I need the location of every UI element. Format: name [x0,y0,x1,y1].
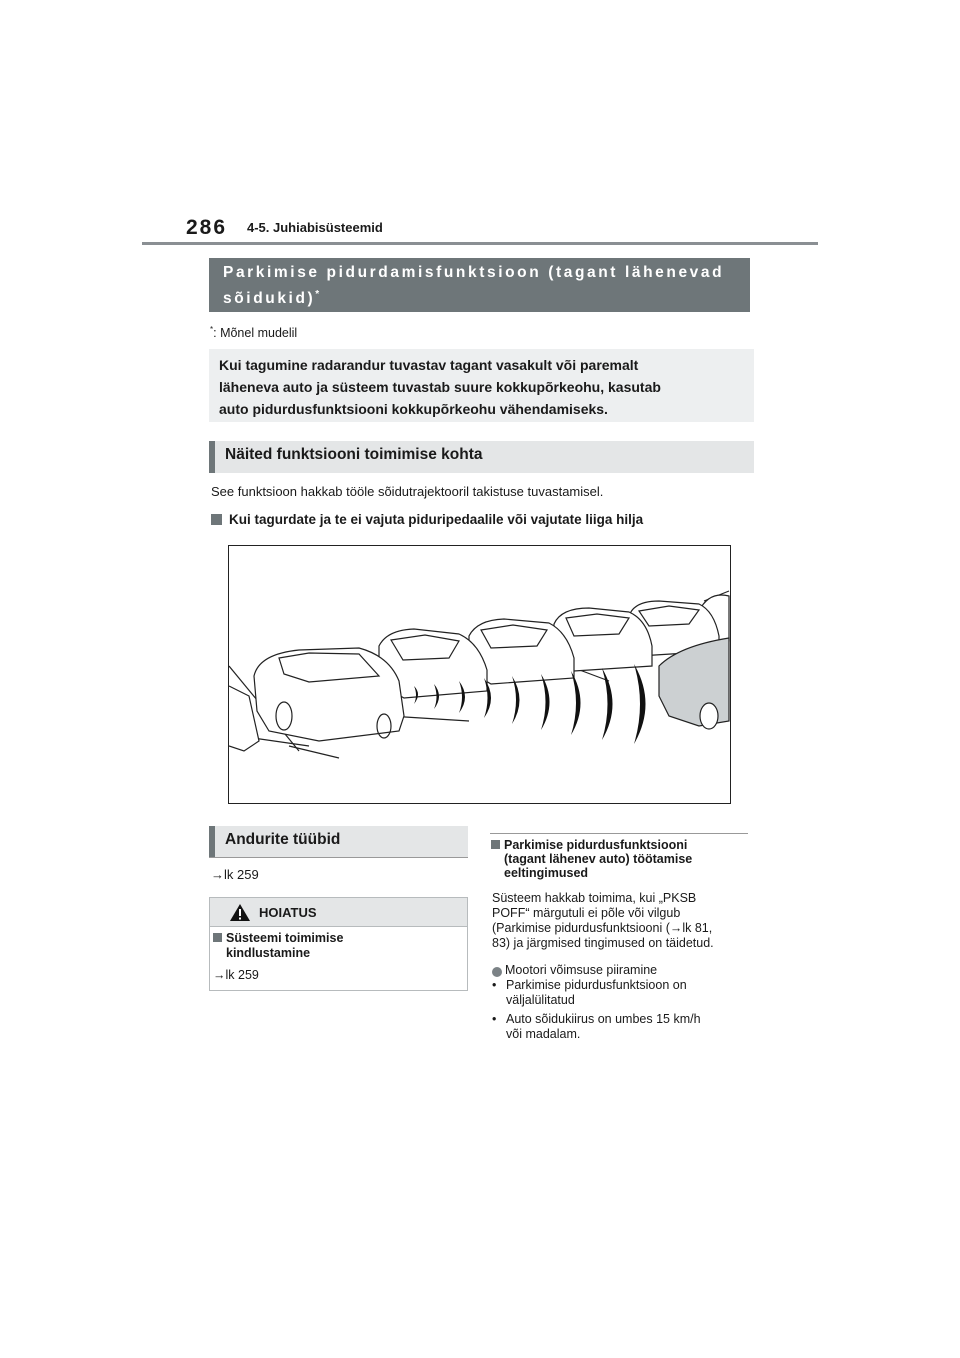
square-bullet-icon [211,514,222,525]
list-item [492,978,742,1008]
parking-scene-drawing [229,546,730,803]
sensor-heading-rule [209,857,468,858]
warning-page-reference[interactable]: →lk 259 [213,968,259,982]
bullet-icon: • [492,1012,497,1026]
circle-bullet-icon [492,967,502,977]
conditions-body-line: Süsteem hakkab toimima, kui „PKSB [492,891,697,905]
examples-heading: Näited funktsiooni toimimise kohta [209,441,754,473]
list-item-line1: Auto sõidukiirus on umbes 15 km/h [506,1012,701,1026]
warning-box [209,897,468,991]
bullet-icon: • [492,978,497,992]
main-heading [209,258,750,312]
warning-title-bar [210,898,467,927]
examples-description: See funktsioon hakkab tööle sõidutrajektooril takistuse tuvastamisel. [211,484,604,499]
warning-item-line2: kindlustamine [226,946,311,960]
intro-box [209,349,754,422]
main-heading-mark: * [315,289,322,300]
sensor-page-reference[interactable]: →lk 259 [211,867,259,882]
warning-triangle-icon [229,903,251,922]
intro-line: auto pidurdusfunktsiooni kokkupõrkeohu vähendamiseks. [219,401,608,417]
conditions-body-line: 83) ja järgmised tingimused on täidetud. [492,936,714,950]
header-rule [142,242,818,245]
main-heading-line1: Parkimise pidurdamisfunktsioon (tagant lähenevad [223,264,725,281]
conditions-body-line: (Parkimise pidurdusfunktsiooni (→lk 81, [492,921,713,935]
list-item-line1: Parkimise pidurdusfunktsioon on [506,978,687,992]
conditions-heading-line: eeltingimused [504,866,589,880]
footnote-mark: * [210,325,214,334]
parking-illustration [228,545,731,804]
scenario-heading [211,512,643,527]
conditions-heading-line: (tagant lähenev auto) töötamise [504,852,693,866]
scenario-text: Kui tagurdate ja te ei vajuta piduripedaalile või vajutate liiga hilja [229,512,644,527]
warning-item [213,931,343,961]
intro-line: Kui tagumine radarandur tuvastav tagant vasakult või paremalt [219,357,639,373]
square-bullet-icon [491,840,500,849]
conditions-body-line: POFF“ märgutuli ei põle või vilgub [492,906,681,920]
engine-limit-title: Mootori võimsuse piiramine [505,963,658,977]
footnote [210,325,297,340]
footnote-text: : Mõnel mudelil [213,326,298,341]
page-number: 286 [186,216,228,239]
sensor-types-heading: Andurite tüübid [209,826,468,858]
list-item-line2: väljalülitatud [506,993,575,1007]
list-item-line2: või madalam. [506,1027,581,1041]
warning-title: HOIATUS [259,905,317,920]
section-title: 4-5. Juhiabisüsteemid [247,220,383,235]
intro-line: läheneva auto ja süsteem tuvastab suure kokkupõrkeohu, kasutab [219,379,661,395]
conditions-rule [490,833,748,834]
warning-item-line1: Süsteemi toimimise [226,931,344,945]
square-bullet-icon [213,933,222,942]
conditions-body [492,891,754,951]
list-item [492,1012,742,1042]
conditions-heading-line: Parkimise pidurdusfunktsiooni [504,838,688,852]
conditions-heading [491,838,746,880]
main-heading-line2: sõidukid) [223,290,316,308]
